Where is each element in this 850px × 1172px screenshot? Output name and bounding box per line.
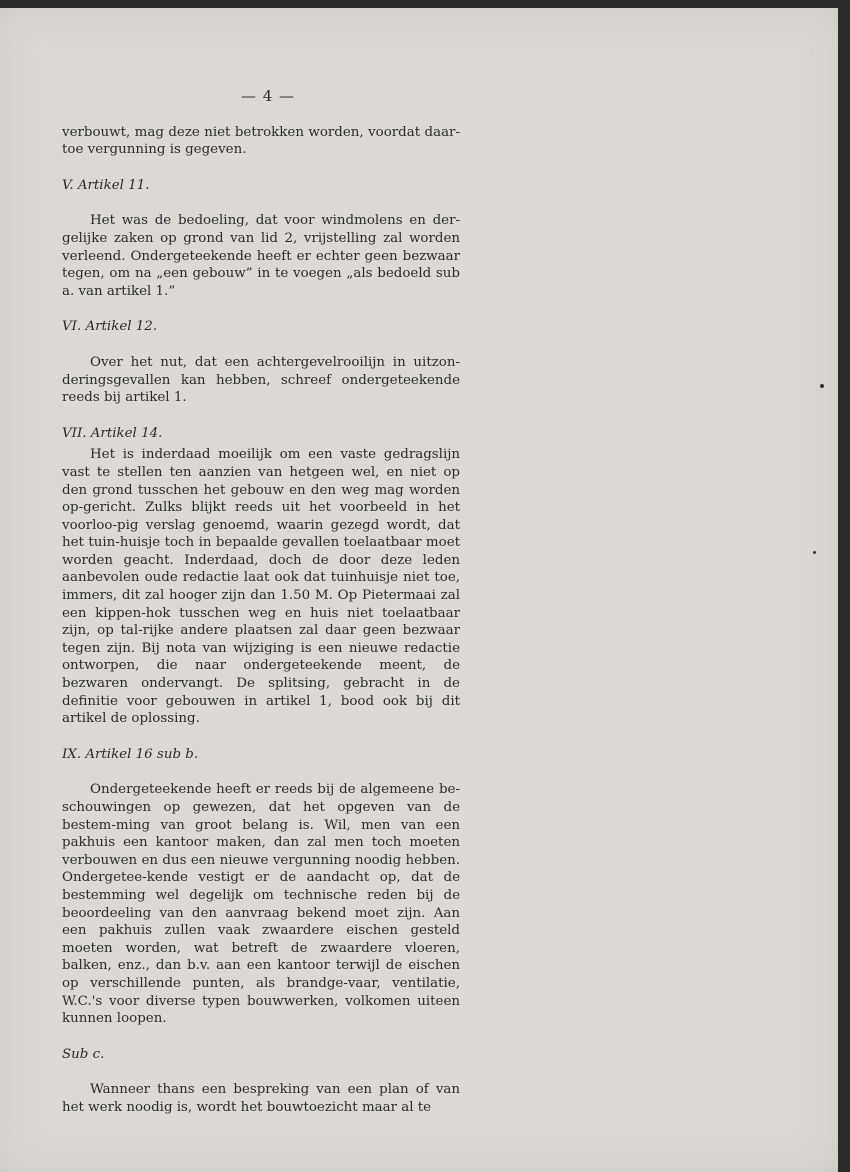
section-heading: V. Artikel 11. <box>62 177 150 193</box>
paragraph: verbouwt, mag deze niet betrokken worden, voordat daar-toe vergunning is gegeven. <box>62 124 460 158</box>
paper-speck <box>820 384 824 388</box>
document-page <box>0 8 838 1172</box>
page-number: — 4 — <box>240 87 296 105</box>
paper-speck <box>813 551 816 554</box>
section-heading: VI. Artikel 12. <box>62 319 158 335</box>
paragraph: Wanneer thans een bespreking van een plan of van het werk noodig is, wordt het bouwtoezicht maar al te <box>62 1082 460 1115</box>
text-column <box>62 88 460 1117</box>
paragraph: Over het nut, dat een achtergevelrooilijn in uitzon-deringsgevallen kan hebben, schreef ondergeteekende reeds bij artikel 1. <box>62 354 460 406</box>
paragraph: Ondergeteekende heeft er reeds bij de algemeene be-schouwingen op gewezen, dat het opgeven van de bestem-ming van groot belang is. Wil, men van een pakhuis een kantoor maken, dan zal men toch moeten verbouwen en dus een nieuwe vergunning noodig hebben. Ondergetee-kende vestigt er de aandacht op, dat de bestemming wel degelijk om technische reden bij de beoordeeling van den aanvraag bekend moet zijn. Aan een pakhuis zullen vaak zwaardere eischen gesteld moeten worden, wat betreft de zwaardere vloeren, balken, enz., dan b.v. aan een kantoor terwijl de eischen op verschillende punten, als brandge-vaar, ventilatie, W.C.'s voor diverse typen bouwwerken, volkomen uiteen kunnen loopen. <box>62 782 460 1027</box>
body-text <box>62 124 460 1117</box>
section-heading: IX. Artikel 16 sub b. <box>62 746 199 762</box>
paragraph: Het was de bedoeling, dat voor windmolens en der-gelijke zaken op grond van lid 2, vrijstelling zal worden verleend. Ondergeteekende heeft er echter geen bezwaar tegen, om na „een gebouw” in te voegen „als bedoeld sub a. van artikel 1.” <box>62 213 460 299</box>
section-heading: VII. Artikel 14. <box>62 425 163 441</box>
section-heading: Sub c. <box>62 1046 105 1062</box>
paragraph: Het is inderdaad moeilijk om een vaste gedragslijn vast te stellen ten aanzien van hetgeen wel, en niet op den grond tusschen het gebouw en den weg mag worden op-gericht. Zulks blijkt reeds uit het voorbeeld in het voorloo-pig verslag genoemd, waarin gezegd wordt, dat het tuin-huisje toch in bepaalde gevallen toelaatbaar moet worden geacht. Inderdaad, doch de door deze leden aanbevolen oude redactie laat ook dat tuinhuisje niet toe, immers, dit zal hooger zijn dan 1.50 M. Op Pietermaai zal een kippen-hok tusschen weg en huis niet toelaatbaar zijn, op tal-rijke andere plaatsen zal daar geen bezwaar tegen zijn. Bij nota van wijziging is een nieuwe redactie ontworpen, die naar ondergeteekende meent, de bezwaren ondervangt. De splitsing, gebracht in de definitie voor gebouwen in artikel 1, bood ook bij dit artikel de oplossing. <box>62 447 460 727</box>
